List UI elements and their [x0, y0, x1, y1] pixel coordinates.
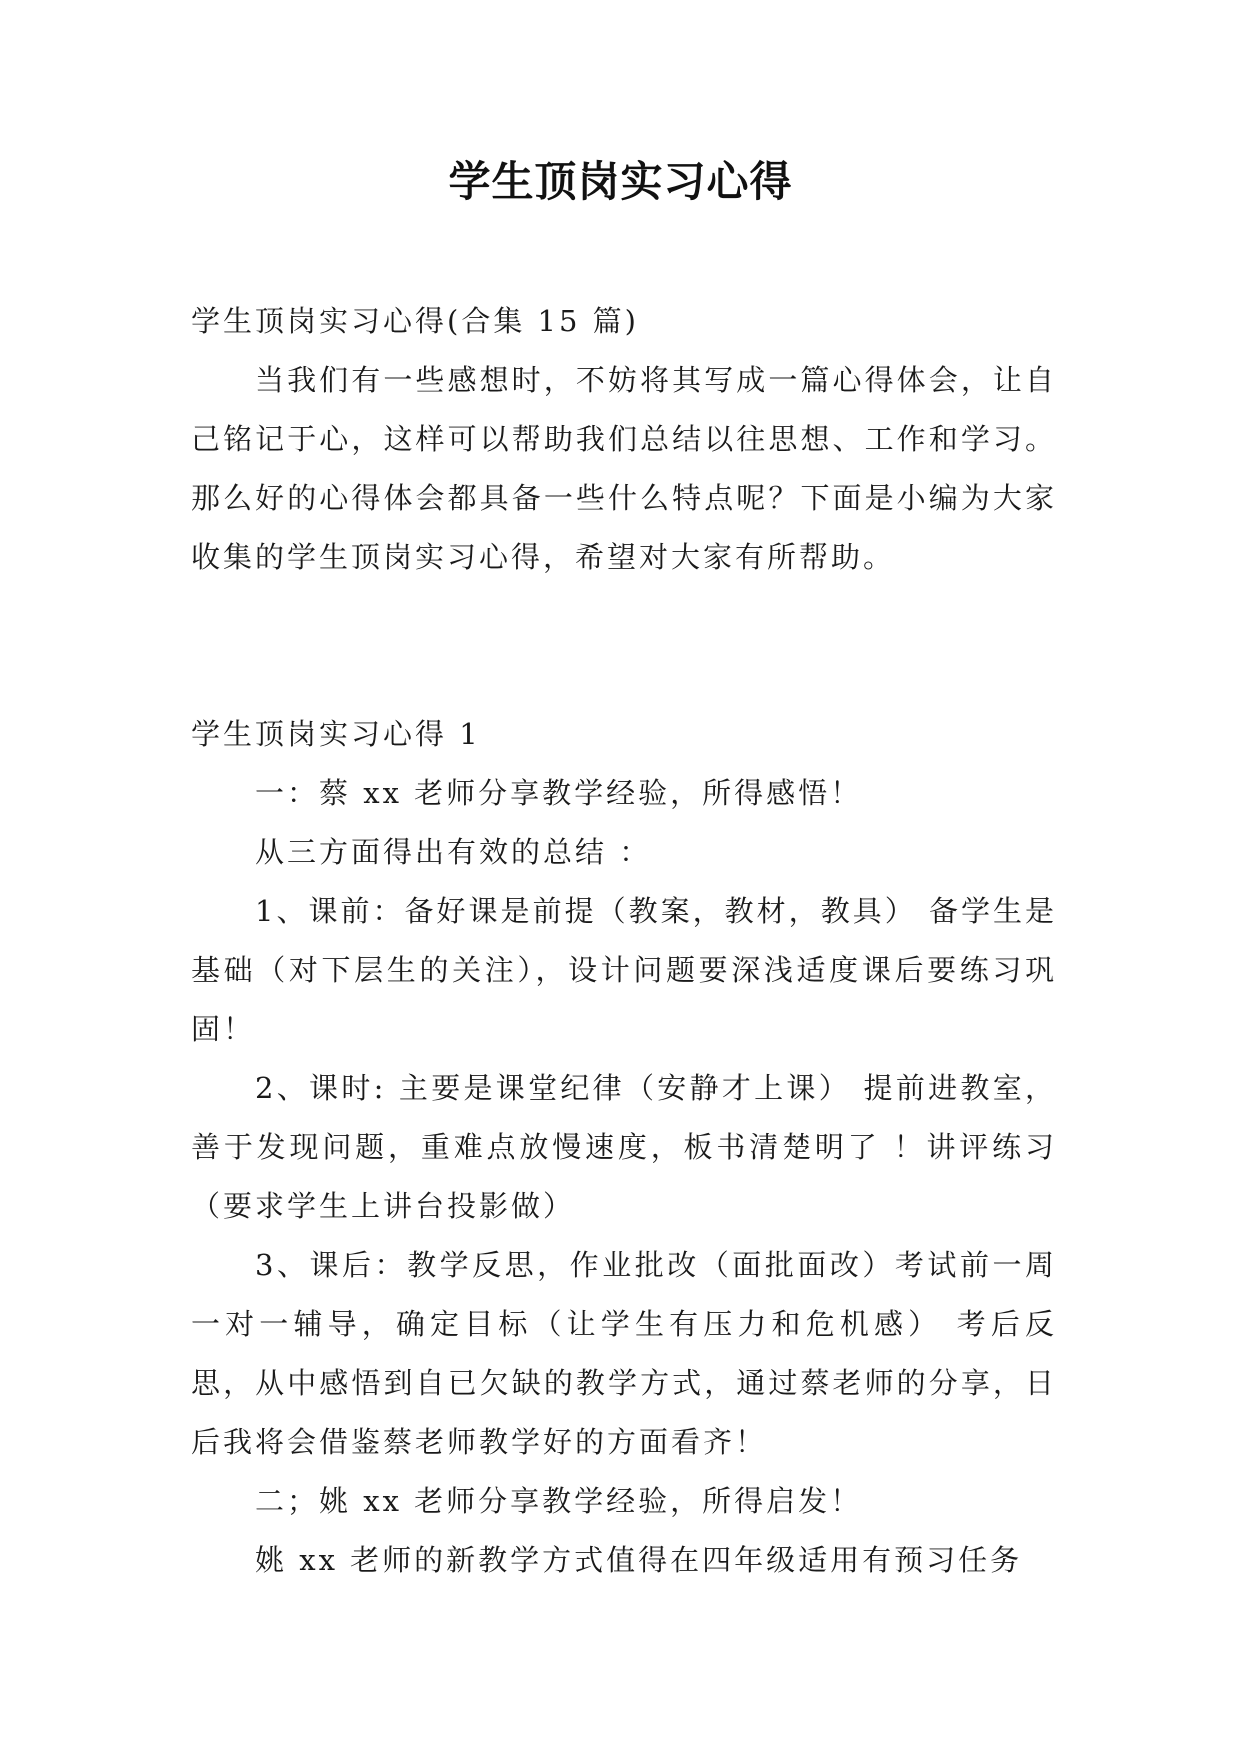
body-paragraph: 3、课后：教学反思，作业批改（面批面改）考试前一周一对一辅导，确定目标（让学生有压力和危机感） 考后反思，从中感悟到自已欠缺的教学方式，通过蔡老师的分享，日后我将会借鉴蔡老师教学好的方面看齐！	[191, 1248, 1057, 1459]
body-paragraph: 姚 xx 老师的新教学方式值得在四年级适用有预习任务	[255, 1543, 1023, 1577]
section-spacer	[191, 587, 1057, 705]
section-heading: 学生顶岗实习心得 1	[191, 717, 481, 751]
body-paragraph: 一：蔡 xx 老师分享教学经验，所得感悟！	[255, 776, 863, 810]
document-title: 学生顶岗实习心得	[448, 157, 793, 206]
body-paragraph: 从三方面得出有效的总结 ：	[255, 835, 652, 869]
body-paragraph: 1、课前：备好课是前提（教案，教材，教具） 备学生是基础（对下层生的关注），设计问题要深浅适度课后要练习巩固！	[191, 894, 1057, 1046]
intro-paragraph: 当我们有一些感想时，不妨将其写成一篇心得体会，让自己铭记于心，这样可以帮助我们总结以往思想、工作和学习。那么好的心得体会都具备一些什么特点呢？下面是小编为大家收集的学生顶岗实习心得，希望对大家有所帮助。	[191, 363, 1057, 574]
collection-subtitle: 学生顶岗实习心得(合集 15 篇)	[191, 304, 639, 338]
body-paragraph: 2、课时: 主要是课堂纪律（安静才上课） 提前进教室，善于发现问题，重难点放慢速度，板书清楚明了 ！讲评练习（要求学生上讲台投影做）	[191, 1071, 1057, 1223]
body-paragraph: 二；姚 xx 老师分享教学经验，所得启发！	[255, 1484, 863, 1518]
document-body	[191, 292, 1057, 1590]
